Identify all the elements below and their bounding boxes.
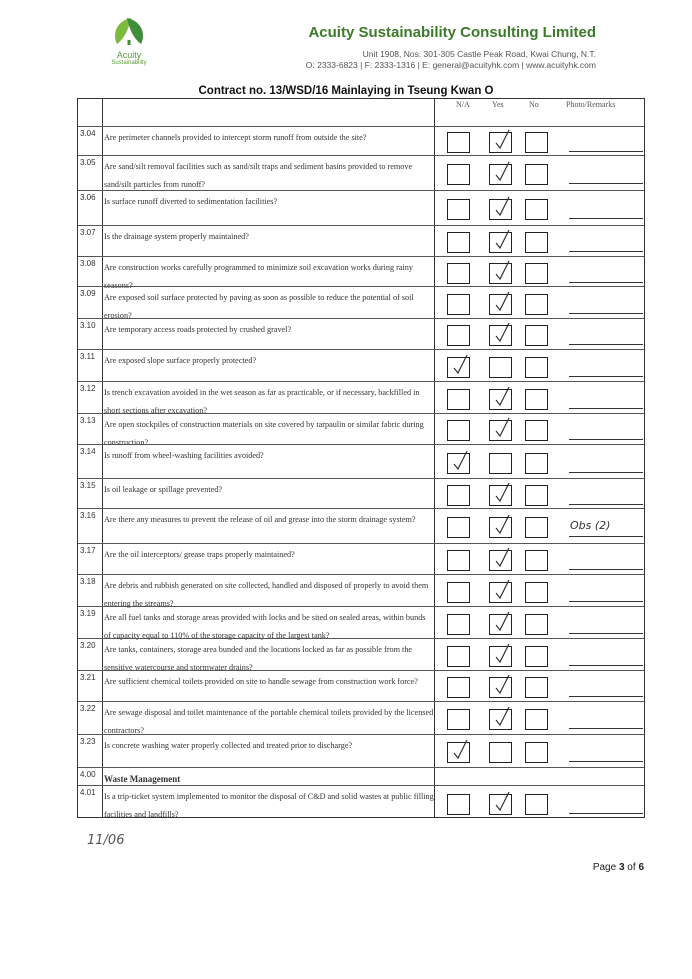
item-number: 3.22 xyxy=(80,704,96,713)
checkbox-n-a[interactable] xyxy=(447,550,470,571)
checklist-row xyxy=(78,574,646,606)
item-number: 3.16 xyxy=(80,511,96,520)
item-question: Are tanks, containers, storage area bunded and the locations locked as far as possible from the sensitive watercourse and stormwater drains? xyxy=(104,645,413,672)
checkbox-yes[interactable] xyxy=(489,357,512,378)
remarks-line[interactable] xyxy=(569,151,643,152)
column-header-remarks: Photo/Remarks xyxy=(566,100,616,109)
checkmark-icon xyxy=(494,417,510,439)
item-number: 3.06 xyxy=(80,193,96,202)
checkbox-no[interactable] xyxy=(525,550,548,571)
checkbox-yes[interactable] xyxy=(489,132,512,153)
checklist-row xyxy=(78,785,646,819)
item-number: 3.05 xyxy=(80,158,96,167)
checkbox-no[interactable] xyxy=(525,357,548,378)
page-number xyxy=(593,862,644,873)
item-question: Is concrete washing water properly collected and treated prior to discharge? xyxy=(104,741,353,750)
checkbox-no[interactable] xyxy=(525,132,548,153)
checkbox-no[interactable] xyxy=(525,582,548,603)
item-number: 3.18 xyxy=(80,577,96,586)
checkbox-no[interactable] xyxy=(525,517,548,538)
checkmark-icon xyxy=(494,260,510,282)
remarks-line[interactable] xyxy=(569,813,643,814)
item-number: 3.15 xyxy=(80,481,96,490)
checkbox-no[interactable] xyxy=(525,453,548,474)
page-prefix: Page xyxy=(592,862,619,873)
item-question: Are construction works carefully programmed to minimize soil excavation works during rainy seasons? xyxy=(104,263,413,290)
checkbox-n-a[interactable] xyxy=(447,742,470,763)
checkbox-no[interactable] xyxy=(525,389,548,410)
item-question: Is a trip-ticket system implemented to monitor the disposal of C&D and solid wastes at public filling facilities and landfills? xyxy=(104,792,434,819)
checkbox-n-a[interactable] xyxy=(447,517,470,538)
checklist-row xyxy=(78,670,646,701)
checklist-row xyxy=(78,190,646,225)
item-number: 3.17 xyxy=(80,546,96,555)
checkbox-n-a[interactable] xyxy=(447,357,470,378)
remarks-line[interactable] xyxy=(569,376,643,377)
checkbox-no[interactable] xyxy=(525,263,548,284)
checklist-row xyxy=(78,413,646,447)
section-heading: Waste Management xyxy=(104,774,181,784)
leaf-house-icon xyxy=(109,14,149,50)
remarks-line[interactable] xyxy=(569,183,643,184)
remarks-line[interactable] xyxy=(569,313,643,314)
item-question: Are open stockpiles of construction materials on site covered by tarpaulin or similar fabric during construction? xyxy=(104,420,424,447)
item-question: Are debris and rubbish generated on site collected, handled and disposed of properly to avoid them entering the streams? xyxy=(104,581,429,608)
checkbox-no[interactable] xyxy=(525,325,548,346)
item-number: 3.09 xyxy=(80,289,96,298)
remarks-line[interactable] xyxy=(569,344,643,345)
checkmark-icon xyxy=(494,706,510,728)
item-question: Are exposed soil surface protected by paving as soon as possible to reduce the potential of soil erosion? xyxy=(104,293,414,320)
checklist-table xyxy=(77,98,645,818)
checkbox-no[interactable] xyxy=(525,232,548,253)
checkbox-yes[interactable] xyxy=(489,453,512,474)
item-question: Are there any measures to prevent the release of oil and grease into the storm drainage system? xyxy=(104,515,416,524)
checkmark-icon xyxy=(494,129,510,151)
checklist-row xyxy=(78,225,646,256)
item-question: Are temporary access roads protected by crushed gravel? xyxy=(104,325,292,334)
checkmark-icon xyxy=(494,674,510,696)
item-question: Is trench excavation avoided in the wet season as far as practicable, or if necessary, backfilled in short sections after excavation? xyxy=(104,388,420,415)
checkmark-icon xyxy=(494,791,510,813)
contract-title: Contract no. 13/WSD/16 Mainlaying in Tseung Kwan O xyxy=(198,85,494,97)
checkbox-yes[interactable] xyxy=(489,420,512,441)
checklist-row xyxy=(78,155,646,190)
checkbox-no[interactable] xyxy=(525,294,548,315)
item-number: 3.14 xyxy=(80,447,96,456)
remarks-line[interactable] xyxy=(569,504,643,505)
checkbox-n-a[interactable] xyxy=(447,389,470,410)
remarks-line[interactable] xyxy=(569,665,643,666)
handwritten-date: 11/06 xyxy=(87,833,125,848)
logo-subtitle: Sustainability xyxy=(111,60,147,66)
checkbox-yes[interactable] xyxy=(489,294,512,315)
checklist-row xyxy=(78,286,646,318)
checkmark-icon xyxy=(494,322,510,344)
checklist-row xyxy=(78,318,646,349)
checkbox-yes[interactable] xyxy=(489,389,512,410)
checkmark-icon xyxy=(494,482,510,504)
checkbox-n-a[interactable] xyxy=(447,709,470,730)
checkmark-icon xyxy=(452,450,468,472)
item-question: Are the oil interceptors/ grease traps properly maintained? xyxy=(104,550,295,559)
item-question: Are perimeter channels provided to intercept storm runoff from outside the site? xyxy=(104,133,367,142)
checkbox-yes[interactable] xyxy=(489,199,512,220)
item-number: 3.19 xyxy=(80,609,96,618)
checkbox-n-a[interactable] xyxy=(447,582,470,603)
item-number: 3.12 xyxy=(80,384,96,393)
checklist-row xyxy=(78,478,646,508)
checklist-row xyxy=(78,606,646,638)
item-number: 3.11 xyxy=(80,352,95,361)
checkmark-icon xyxy=(494,611,510,633)
checkbox-yes[interactable] xyxy=(489,794,512,815)
checkmark-icon xyxy=(494,643,510,665)
item-number: 3.08 xyxy=(80,259,96,268)
checklist-row xyxy=(78,767,646,785)
checkmark-icon xyxy=(494,386,510,408)
item-question: Is runoff from wheel-washing facilities avoided? xyxy=(104,451,264,460)
checkmark-icon xyxy=(494,579,510,601)
checkbox-yes[interactable] xyxy=(489,517,512,538)
item-number: 3.23 xyxy=(80,737,96,746)
checkbox-no[interactable] xyxy=(525,485,548,506)
checkbox-n-a[interactable] xyxy=(447,263,470,284)
checkbox-yes[interactable] xyxy=(489,709,512,730)
item-number: 3.04 xyxy=(80,129,96,138)
column-header-no: No xyxy=(529,100,539,109)
checkbox-n-a[interactable] xyxy=(447,232,470,253)
column-header-na: N/A xyxy=(456,100,470,109)
item-number: 3.07 xyxy=(80,228,96,237)
remarks-line[interactable] xyxy=(569,601,643,602)
item-question: Are sewage disposal and toilet maintenance of the portable chemical toilets provided by the licensed contractors? xyxy=(104,708,434,735)
checkbox-no[interactable] xyxy=(525,164,548,185)
checkmark-icon xyxy=(494,229,510,251)
company-logo xyxy=(98,14,160,76)
checkbox-yes[interactable] xyxy=(489,550,512,571)
checkbox-yes[interactable] xyxy=(489,582,512,603)
checkbox-no[interactable] xyxy=(525,709,548,730)
checkbox-n-a[interactable] xyxy=(447,453,470,474)
checkmark-icon xyxy=(452,739,468,761)
checklist-row xyxy=(78,508,646,543)
checkbox-yes[interactable] xyxy=(489,614,512,635)
checklist-row xyxy=(78,638,646,670)
remarks-line[interactable] xyxy=(569,408,643,409)
checkbox-n-a[interactable] xyxy=(447,325,470,346)
item-number: 3.21 xyxy=(80,673,96,682)
checkbox-n-a[interactable] xyxy=(447,794,470,815)
item-number: 3.20 xyxy=(80,641,96,650)
checkbox-n-a[interactable] xyxy=(447,164,470,185)
checkmark-icon xyxy=(494,161,510,183)
remarks-line[interactable] xyxy=(569,439,643,440)
remarks-line[interactable] xyxy=(569,218,643,219)
remarks-line[interactable] xyxy=(569,761,643,762)
item-question: Are sand/silt removal facilities such as sand/silt traps and sediment basins provided to remove sand/silt particles from runoff? xyxy=(104,162,413,189)
checkbox-n-a[interactable] xyxy=(447,614,470,635)
logo-name: Acuity xyxy=(116,50,142,60)
item-number: 3.10 xyxy=(80,321,96,330)
checkbox-yes[interactable] xyxy=(489,485,512,506)
checklist-row xyxy=(78,734,646,767)
checkbox-yes[interactable] xyxy=(489,263,512,284)
item-question: Is oil leakage or spillage prevented? xyxy=(104,485,222,494)
remarks-line[interactable] xyxy=(569,536,643,537)
checkbox-no[interactable] xyxy=(525,742,548,763)
remarks-line[interactable] xyxy=(569,472,643,473)
company-address: Unit 1908, Nos. 301-305 Castle Peak Road, Kwai Chung, N.T. xyxy=(362,49,596,59)
checkbox-no[interactable] xyxy=(525,420,548,441)
remarks-text: Obs (2) xyxy=(570,519,611,532)
remarks-line[interactable] xyxy=(569,282,643,283)
checkbox-n-a[interactable] xyxy=(447,485,470,506)
checkbox-n-a[interactable] xyxy=(447,132,470,153)
remarks-line[interactable] xyxy=(569,696,643,697)
checkbox-n-a[interactable] xyxy=(447,199,470,220)
checklist-row xyxy=(78,543,646,574)
letterhead xyxy=(0,0,692,80)
item-question: Is surface runoff diverted to sedimentation facilities? xyxy=(104,197,278,206)
remarks-line[interactable] xyxy=(569,251,643,252)
checkmark-icon xyxy=(452,354,468,376)
checkbox-no[interactable] xyxy=(525,794,548,815)
checklist-row xyxy=(78,381,646,413)
checklist-row xyxy=(78,256,646,290)
remarks-line[interactable] xyxy=(569,569,643,570)
page-total: 6 xyxy=(638,862,644,873)
checkmark-icon xyxy=(494,514,510,536)
item-question: Is the drainage system properly maintained? xyxy=(104,232,249,241)
checkbox-yes[interactable] xyxy=(489,232,512,253)
company-contact: O: 2333-6823 | F: 2333-1316 | E: general@acuityhk.com | www.acuityhk.com xyxy=(305,60,596,70)
column-header-yes: Yes xyxy=(492,100,504,109)
item-number: 4.01 xyxy=(80,788,96,797)
checkbox-yes[interactable] xyxy=(489,742,512,763)
checkbox-no[interactable] xyxy=(525,199,548,220)
checkbox-no[interactable] xyxy=(525,646,548,667)
checklist-row xyxy=(78,444,646,478)
page-current: 3 xyxy=(618,862,625,873)
checkbox-yes[interactable] xyxy=(489,677,512,698)
checkbox-no[interactable] xyxy=(525,677,548,698)
checkbox-yes[interactable] xyxy=(489,325,512,346)
checklist-row xyxy=(78,126,646,155)
checkbox-no[interactable] xyxy=(525,614,548,635)
company-address-block xyxy=(306,49,596,71)
company-name: Acuity Sustainability Consulting Limited xyxy=(308,24,596,41)
item-question: Are sufficient chemical toilets provided on site to handle sewage from construction work force? xyxy=(104,677,418,686)
checkmark-icon xyxy=(494,196,510,218)
remarks-line[interactable] xyxy=(569,633,643,634)
checkmark-icon xyxy=(494,547,510,569)
checklist-row xyxy=(78,349,646,381)
page-middle: of xyxy=(624,862,639,873)
checkbox-n-a[interactable] xyxy=(447,646,470,667)
checklist-row xyxy=(78,701,646,734)
item-question: Are all fuel tanks and storage areas provided with locks and be sited on sealed areas, within bunds of capacity equal to 110% of the storage capacity of the largest tank? xyxy=(104,613,426,640)
checkbox-n-a[interactable] xyxy=(447,294,470,315)
item-number: 4.00 xyxy=(80,770,96,779)
remarks-line[interactable] xyxy=(569,728,643,729)
item-number: 3.13 xyxy=(80,416,96,425)
checkbox-yes[interactable] xyxy=(489,164,512,185)
item-question: Are exposed slope surface properly protected? xyxy=(104,356,257,365)
checkbox-n-a[interactable] xyxy=(447,420,470,441)
checkbox-n-a[interactable] xyxy=(447,677,470,698)
checkbox-yes[interactable] xyxy=(489,646,512,667)
checkmark-icon xyxy=(494,291,510,313)
